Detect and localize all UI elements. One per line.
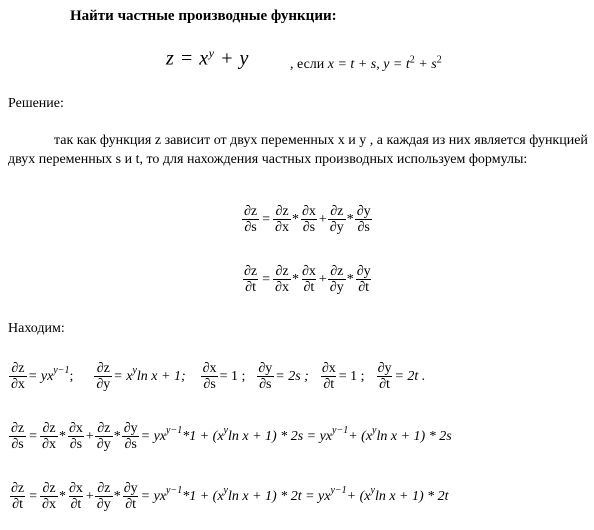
exp-2: 2 — [409, 54, 415, 66]
res-s-part3: ln x + 1) * 2s = yx — [227, 428, 333, 444]
frac-dy-dt: $\frac{\partial y}{\partial t}$ — [356, 264, 371, 295]
dzdy-rest: ln x + 1; — [136, 368, 186, 384]
res-s-part4: + (x — [348, 428, 373, 444]
frac-dz-dt: $\frac{\partial z}{\partial t}$ — [244, 264, 258, 295]
frac-dx-dt: $\frac{\partial x}{\partial t}$ — [321, 361, 336, 392]
equals-sign: = — [179, 47, 194, 70]
dyds-value: = 2s ; — [275, 368, 309, 384]
res-t-part1: = yx — [140, 488, 167, 504]
res-s-part5: ln x + 1) * 2s — [376, 428, 452, 444]
eq-op: = — [262, 271, 271, 287]
problem-title: Найти частные производные функции: — [70, 8, 337, 24]
x-definition: x = t + s — [327, 57, 377, 72]
dzdx-exponent: y−1 — [53, 365, 70, 376]
mult-op: * — [291, 211, 299, 227]
main-equation — [166, 46, 249, 71]
condition-prefix: , если — [290, 57, 325, 72]
plus-sign: + — [220, 47, 235, 70]
frac-dx-dt: $\frac{\partial x}{\partial t}$ — [68, 481, 83, 512]
mult-op: * — [346, 211, 354, 227]
var-x: x — [199, 47, 209, 70]
res-t-part2: *1 + (x — [182, 488, 224, 504]
frac-dz-ds: $\frac{\partial z}{\partial s}$ — [11, 421, 25, 452]
chain-rule-t — [241, 264, 374, 295]
frac-dx-ds: $\frac{\partial x}{\partial s}$ — [202, 361, 217, 392]
equation-condition: , если x = t + s, $y = t^2 + s^2$ — [290, 54, 442, 72]
mult-op: * — [291, 271, 299, 287]
frac-dy-ds: $\frac{\partial y}{\partial s}$ — [356, 204, 371, 235]
frac-dz-dy: $\frac{\partial z}{\partial y}$ — [96, 361, 111, 392]
frac-dz-dx: $\frac{\partial z}{\partial x}$ — [11, 361, 25, 392]
res-s-part2: *1 + (x — [182, 428, 224, 444]
dzdy-value: = x — [113, 368, 133, 384]
chain-rule-s — [241, 204, 374, 235]
exp-2b: 2 — [436, 54, 442, 66]
res-t-part3: ln x + 1) * 2t = yx — [227, 488, 331, 504]
mult-op: * — [346, 271, 354, 287]
frac-dy-dt: $\frac{\partial y}{\partial t}$ — [123, 481, 138, 512]
frac-dz-dy: $\frac{\partial z}{\partial y}$ — [96, 421, 111, 452]
frac-dy-ds: $\frac{\partial y}{\partial s}$ — [123, 421, 138, 452]
result-t: $\frac{\partial z}{\partial t}$ = $\frac{\partial z}{\partial x}$ * $\frac{\partial x}{\partial t}$ + $\frac{\partial z}{\partial y}$ * $\frac{\partial y}{\partial t}$ = yx y−1 *1 + (x y ln x + 1) * 2t = yx y−1 + (x y ln x + 1) * 2t — [11, 481, 449, 512]
dxdt-value: = 1 ; — [338, 368, 365, 384]
partial-derivatives-row — [8, 361, 425, 392]
frac-dz-dx: $\frac{\partial z}{\partial x}$ — [275, 264, 289, 295]
y-definition: y = t — [383, 57, 410, 72]
frac-dz-dx: $\frac{\partial z}{\partial x}$ — [42, 421, 56, 452]
frac-dz-dy: $\frac{\partial z}{\partial y}$ — [329, 204, 344, 235]
frac-dz-dy: $\frac{\partial z}{\partial y}$ — [329, 264, 344, 295]
var-z: z — [166, 47, 175, 70]
paragraph-text: так как функция z зависит от двух переменных x и y , а каждая из них является функцией двух переменных s и t, то для нахождения частных производных используем формулы: — [8, 133, 588, 167]
frac-dz-dt: $\frac{\partial z}{\partial t}$ — [11, 481, 25, 512]
separator: ; — [69, 368, 74, 384]
dzdy-exponent: y — [132, 365, 137, 376]
frac-dx-dt: $\frac{\partial x}{\partial t}$ — [301, 264, 316, 295]
res-t-part4: + (x — [346, 488, 371, 504]
res-t-part5: ln x + 1) * 2t — [374, 488, 449, 504]
dxds-value: = 1 ; — [219, 368, 246, 384]
var-y: y — [239, 47, 249, 70]
result-s: $\frac{\partial z}{\partial s}$ = $\frac{\partial z}{\partial x}$ * $\frac{\partial x}{\partial s}$ + $\frac{\partial z}{\partial y}$ * $\frac{\partial y}{\partial s}$ = yx y−1 *1 + (x y ln x + 1) * 2s = yx y−1 + (x y ln x + 1) * 2s — [11, 421, 452, 452]
eq-op: = — [262, 211, 271, 227]
find-label: Находим: — [8, 321, 65, 336]
dzdx-value: = yx — [27, 368, 54, 384]
frac-dy-ds: $\frac{\partial y}{\partial s}$ — [258, 361, 273, 392]
frac-dy-dt: $\frac{\partial y}{\partial t}$ — [377, 361, 392, 392]
frac-dz-dx: $\frac{\partial z}{\partial x}$ — [275, 204, 289, 235]
res-s-part1: = yx — [140, 428, 167, 444]
y-definition-mid: + s — [414, 57, 437, 72]
exp-y: y — [208, 46, 215, 60]
frac-dz-dy: $\frac{\partial z}{\partial y}$ — [96, 481, 111, 512]
frac-dx-ds: $\frac{\partial x}{\partial s}$ — [68, 421, 83, 452]
plus-op: + — [318, 271, 327, 287]
dydt-value: = 2t . — [394, 368, 426, 384]
plus-op: + — [318, 211, 327, 227]
frac-dz-ds: $\frac{\partial z}{\partial s}$ — [244, 204, 258, 235]
frac-dx-ds: $\frac{\partial x}{\partial s}$ — [301, 204, 316, 235]
explanation-paragraph — [8, 131, 588, 169]
frac-dz-dx: $\frac{\partial z}{\partial x}$ — [42, 481, 56, 512]
solution-label: Решение: — [8, 96, 64, 111]
